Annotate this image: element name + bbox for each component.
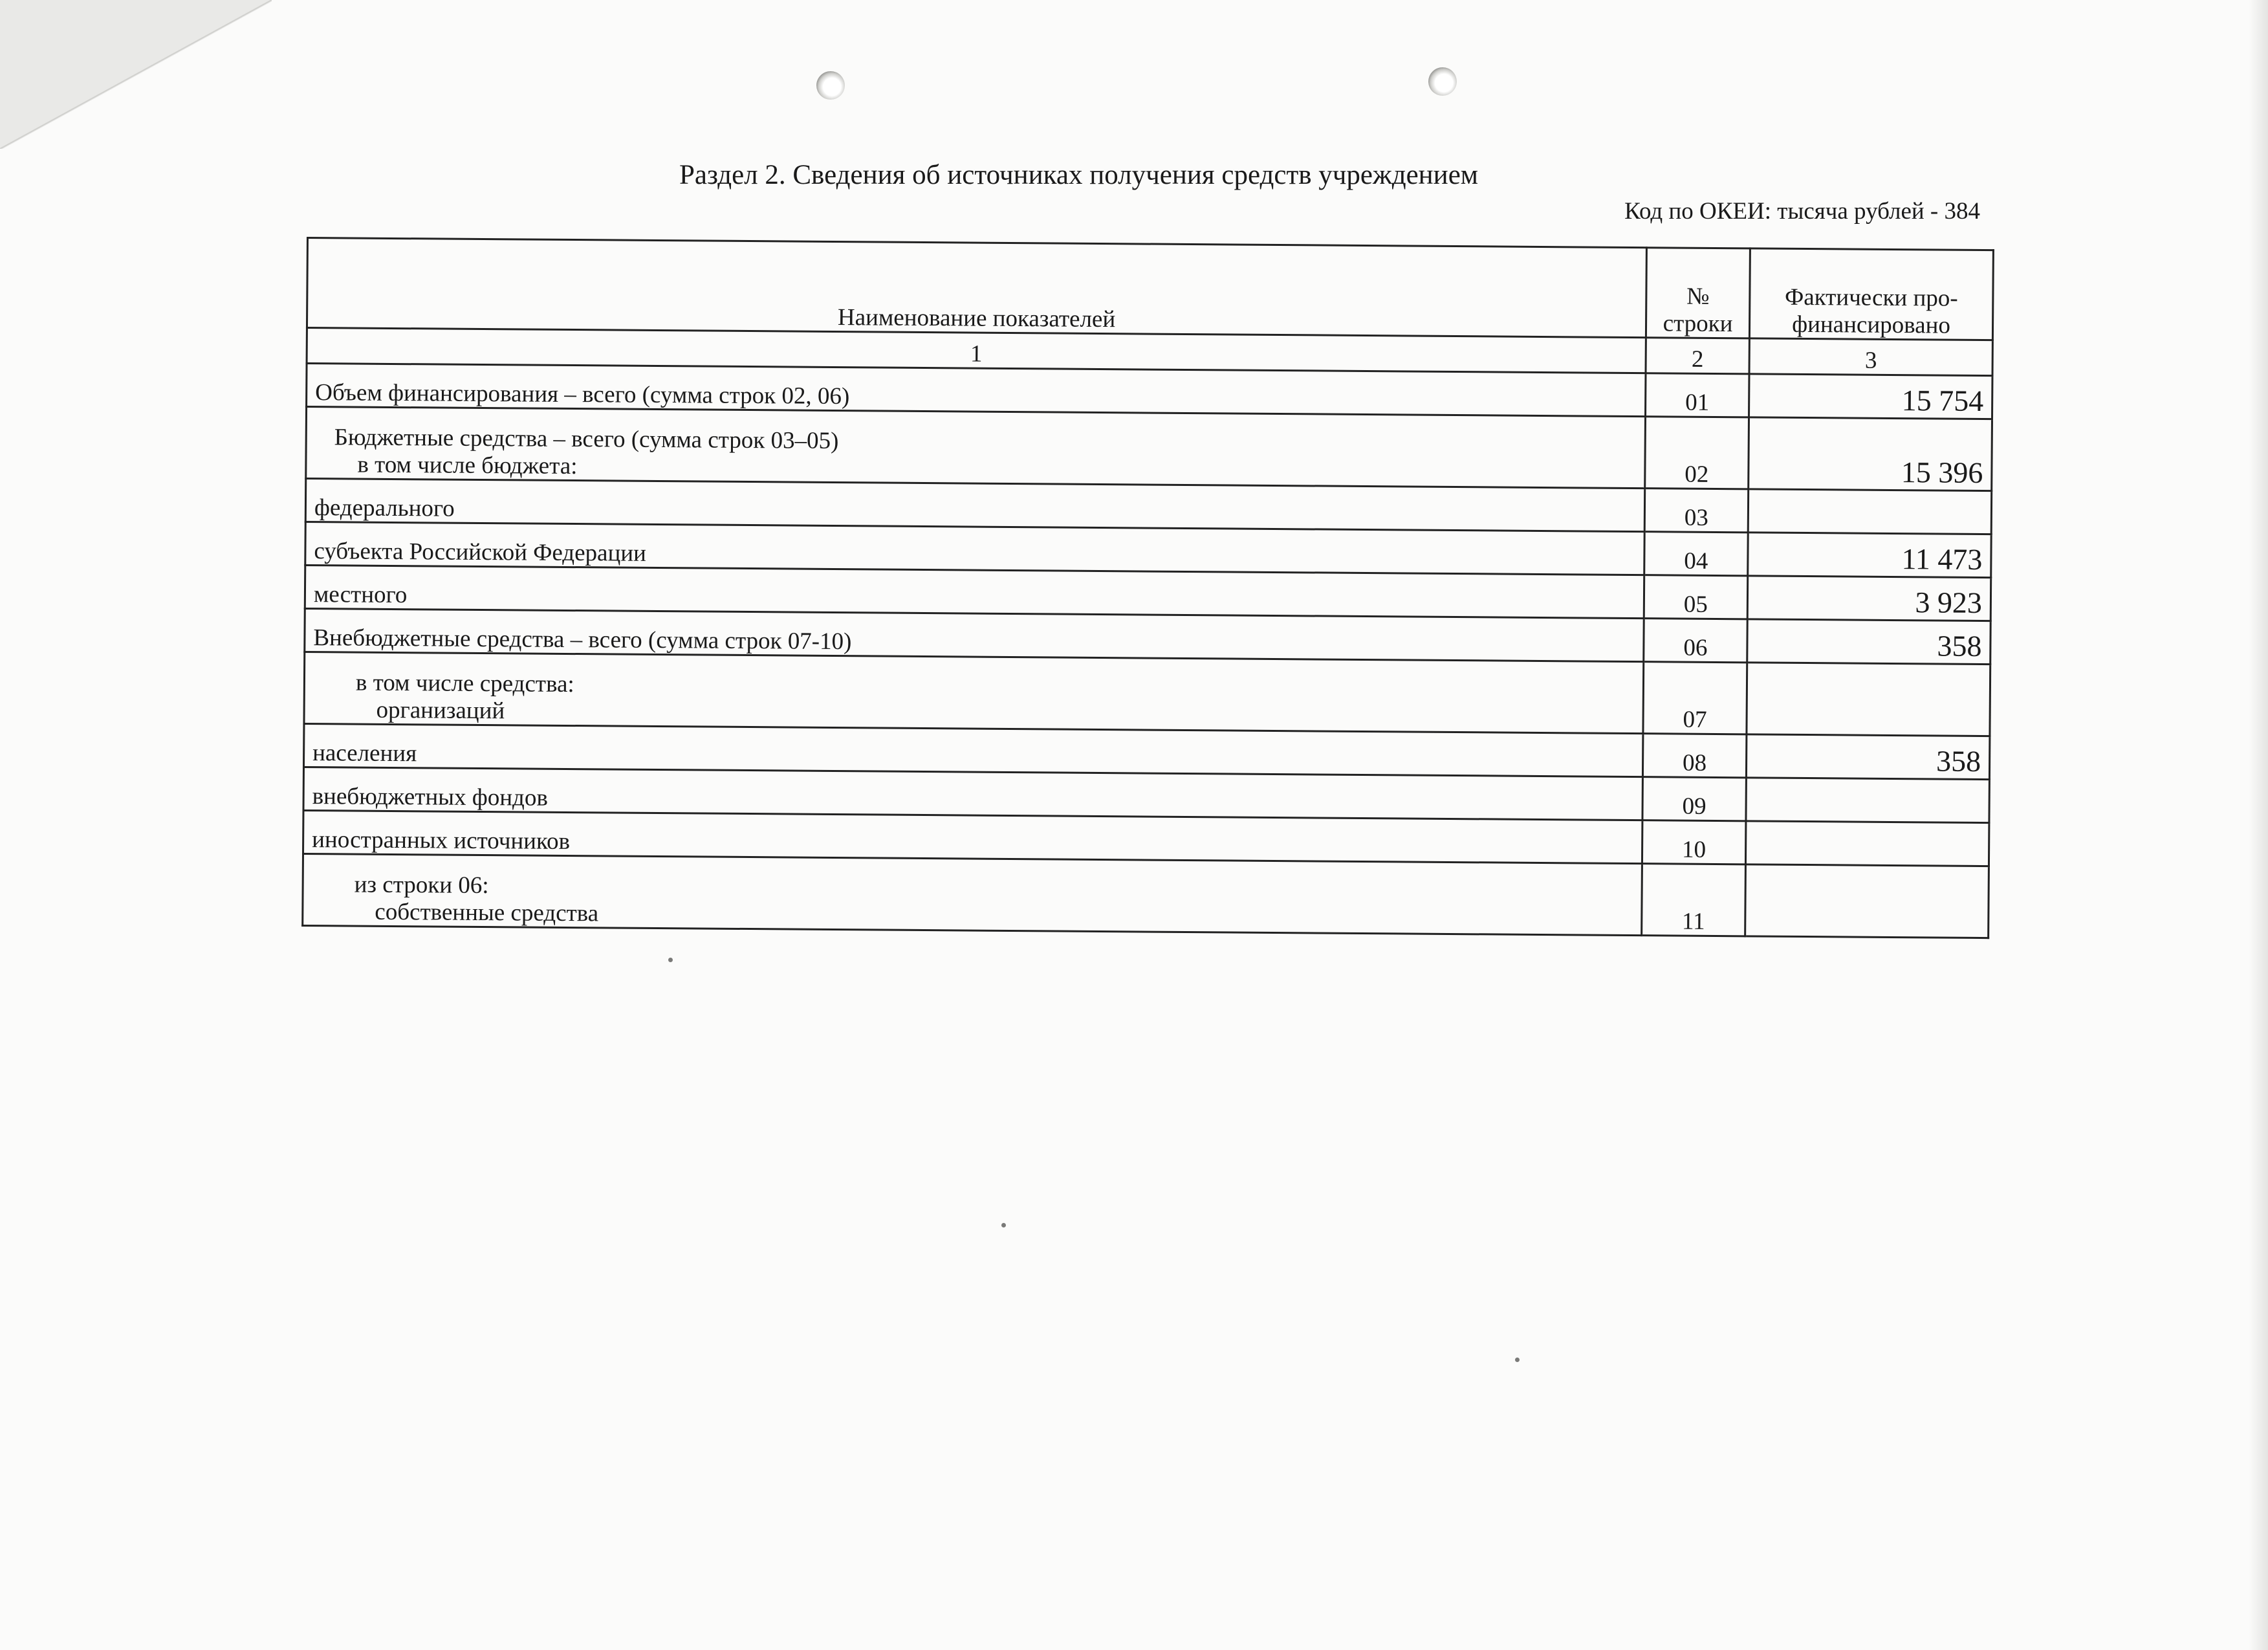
punch-hole-right [1428, 67, 1457, 96]
row-value [1745, 821, 1989, 866]
page-edge-shadow [2249, 0, 2268, 1650]
row-code: 02 [1645, 417, 1749, 489]
header-actual-funding-top: Фактически про- [1784, 283, 1958, 312]
row-name-line: организаций [376, 696, 505, 724]
row-name-line: населения [312, 739, 417, 767]
header-line-number-top: № [1686, 283, 1710, 311]
column-number: 1 [307, 328, 1646, 373]
folded-corner-edge [0, 0, 272, 149]
column-number: 2 [1646, 338, 1749, 374]
scan-speck [1515, 1358, 1520, 1362]
table-row [303, 853, 1989, 938]
row-value: 3 923 [1747, 576, 1990, 621]
scan-speck [668, 958, 673, 962]
row-value [1745, 864, 1989, 938]
row-value: 15 754 [1749, 374, 1992, 419]
row-code: 04 [1644, 532, 1748, 576]
row-code: 08 [1642, 734, 1746, 778]
row-name [306, 407, 1646, 489]
column-number: 3 [1749, 338, 1992, 376]
row-name-line: в том числе бюджета: [357, 451, 578, 479]
row-name-line: собственные средства [375, 898, 599, 927]
row-code: 01 [1646, 373, 1749, 417]
punch-hole-left [816, 71, 845, 100]
row-value [1747, 663, 1990, 736]
row-name-line: Бюджетные средства – всего (сумма строк 03–05) [334, 424, 839, 455]
header-actual-funding [1749, 248, 1993, 340]
table-header-row [307, 238, 1993, 340]
row-value: 11 473 [1748, 533, 1991, 578]
header-actual-funding-bottom: финансировано [1792, 311, 1951, 339]
row-name [303, 853, 1642, 935]
row-name-line: субъекта Российской Федерации [314, 537, 647, 567]
row-name-line: в том числе средства: [355, 669, 574, 698]
row-name-line: внебюджетных фондов [312, 782, 549, 811]
row-name-line: федерального [314, 494, 455, 522]
row-name [304, 652, 1644, 733]
header-line-number [1646, 248, 1750, 338]
row-name-line: Объем финансирования – всего (сумма строк 02, 06) [315, 379, 850, 410]
row-code: 07 [1643, 662, 1747, 734]
row-value: 358 [1747, 619, 1990, 665]
row-name-line: иностранных источников [312, 826, 571, 855]
row-value: 358 [1746, 734, 1989, 780]
row-name-line: местного [313, 580, 408, 608]
row-value [1746, 778, 1989, 823]
row-code: 06 [1644, 619, 1747, 663]
row-code: 11 [1642, 864, 1746, 936]
header-line-number-bottom: строки [1663, 309, 1733, 337]
table-row [306, 407, 1992, 491]
okei-code: Код по ОКЕИ: тысяча рублей - 384 [1624, 198, 1980, 225]
funding-sources-table [301, 237, 1994, 939]
row-code: 05 [1644, 575, 1747, 619]
section-title: Раздел 2. Сведения об источниках получения средств учреждением [679, 160, 1478, 190]
table-row [304, 652, 1990, 736]
row-name-line: из строки 06: [354, 871, 489, 899]
row-name-line: Внебюджетные средства – всего (сумма строк 07-10) [313, 624, 852, 655]
row-value: 15 396 [1749, 417, 1992, 491]
row-code: 10 [1642, 820, 1745, 864]
row-value [1748, 489, 1991, 534]
scan-speck [1001, 1223, 1006, 1227]
row-code: 03 [1644, 489, 1748, 533]
header-indicator-name: Наименование показателей [307, 238, 1646, 338]
row-code: 09 [1642, 777, 1746, 821]
